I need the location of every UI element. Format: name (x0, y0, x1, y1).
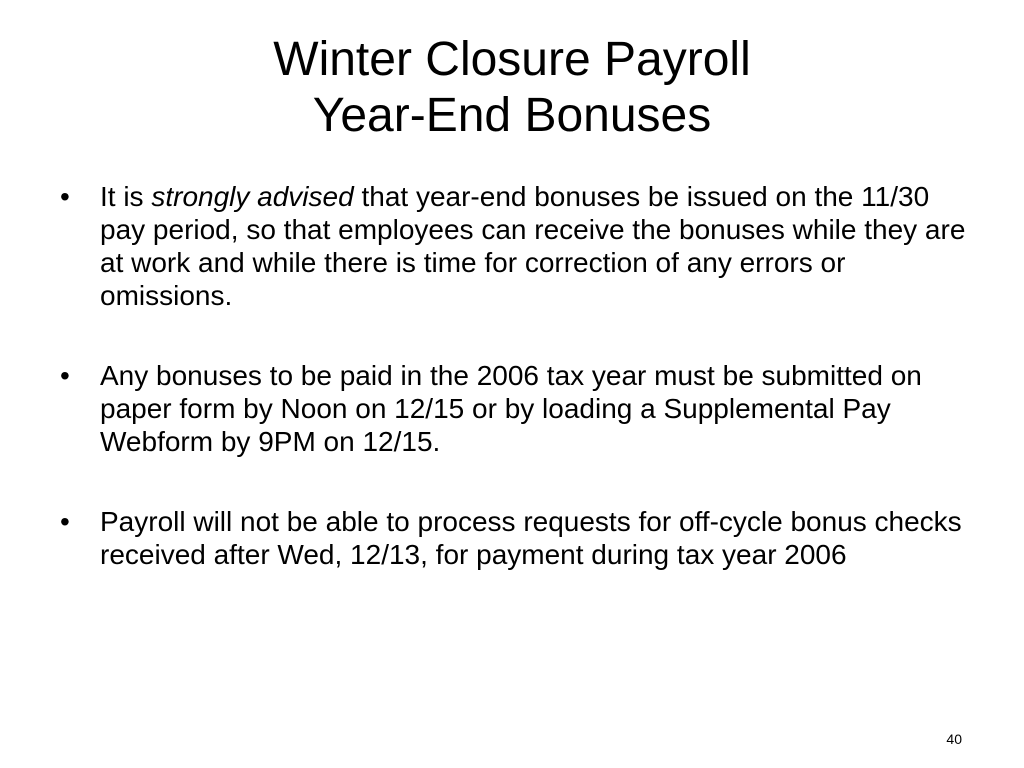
bullet-item (60, 505, 980, 571)
bullet-text (100, 506, 962, 570)
bullet-body: Any bonuses to be paid in the 2006 tax year must be submitted on paper form by Noon on 12/15 or by loading a Supplemental Pay Webform by 9PM on 12/15. (100, 360, 922, 457)
title-line-1: Winter Closure Payroll (273, 33, 751, 86)
bullet-body: that year-end bonuses be issued on the 11/30 pay period, so that employees can receive the bonuses while they are at work and while there is time for correction of any errors or omissions. (100, 181, 966, 311)
bullet-dot: • (60, 181, 70, 212)
slide-title (0, 32, 1024, 144)
page-number: 40 (946, 731, 962, 747)
bullet-dot: • (60, 360, 70, 391)
title-line-2: Year-End Bonuses (312, 89, 712, 142)
bullet-emphasis: strongly advised (151, 181, 354, 212)
bullet-text (100, 181, 965, 311)
bullet-dot: • (60, 506, 70, 537)
bullet-item (60, 180, 980, 312)
bullet-body: Payroll will not be able to process requests for off-cycle bonus checks received after Wed, 12/13, for payment during tax year 2006 (100, 506, 962, 570)
bullet-text (100, 360, 922, 457)
bullet-item (60, 359, 980, 458)
bullet-prefix: It is (100, 181, 152, 212)
bullet-list (60, 180, 980, 618)
